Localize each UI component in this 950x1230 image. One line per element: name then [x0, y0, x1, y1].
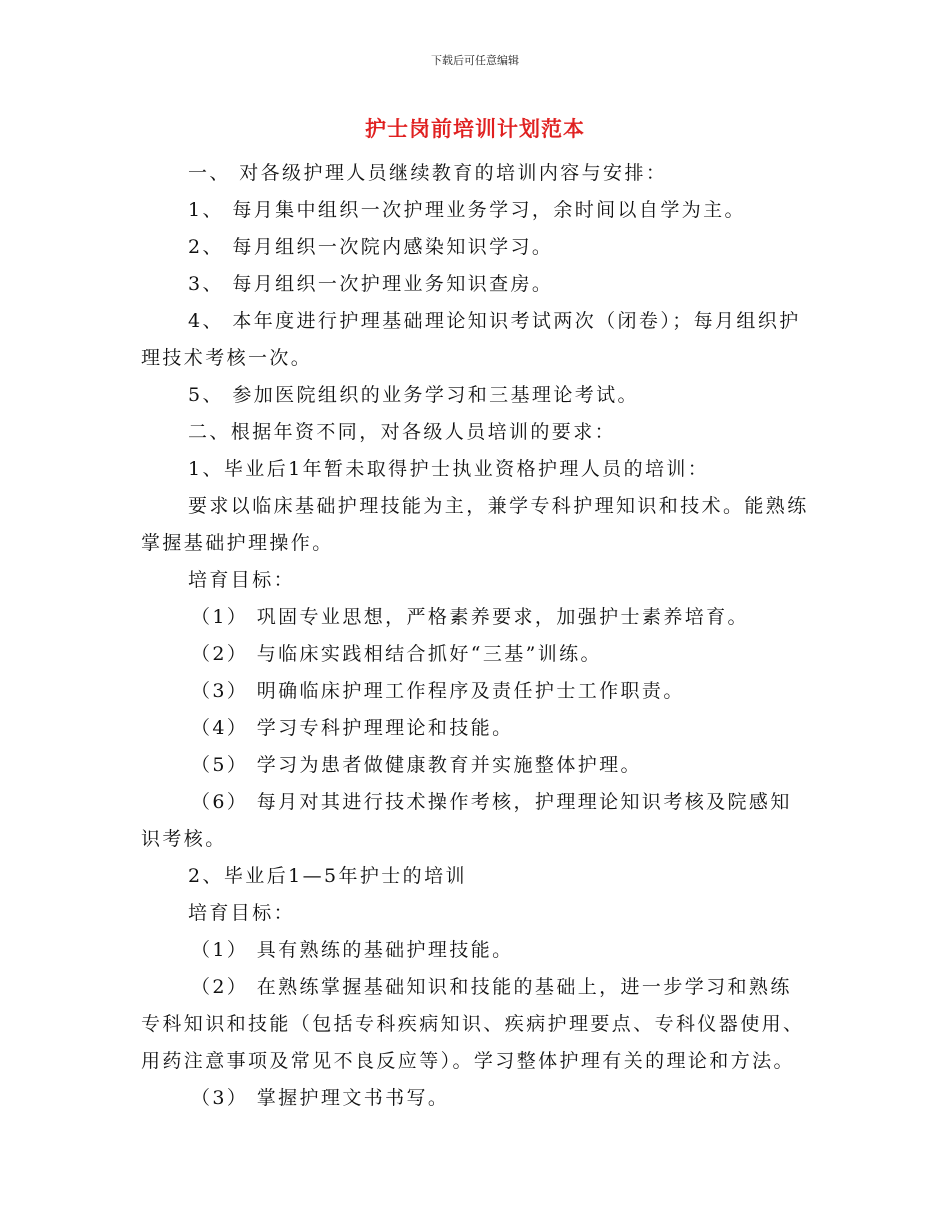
goal-item: （4） 学习专科护理理论和技能。 — [191, 717, 514, 739]
page-header-note: 下载后可任意编辑 — [431, 54, 519, 67]
section-heading-2: 二、根据年资不同，对各级人员培训的要求： — [188, 421, 617, 443]
list-item: 4、 本年度进行护理基础理论知识考试两次（闭卷）；每月组织护理技术考核一次。 — [141, 310, 801, 369]
goal-item: （2） 与临床实践相结合抓好“三基”训练。 — [191, 643, 602, 665]
section-heading-1: 一、 对各级护理人员继续教育的培训内容与安排： — [188, 162, 668, 184]
list-item: 3、 每月组织一次护理业务知识查房。 — [188, 273, 554, 295]
goal-label: 培育目标： — [188, 902, 296, 924]
subsection-heading: 2、毕业后1—5年护士的培训 — [188, 865, 467, 887]
goal-label: 培育目标： — [188, 569, 296, 591]
document-title: 护士岗前培训计划范本 — [365, 117, 585, 141]
goal-item: （1） 巩固专业思想，严格素养要求，加强护士素养培育。 — [191, 606, 749, 628]
goal-item: （3） 明确临床护理工作程序及责任护士工作职责。 — [191, 680, 685, 702]
goal-item: （1） 具有熟练的基础护理技能。 — [191, 939, 514, 961]
goal-item: （2） 在熟练掌握基础知识和技能的基础上，进一步学习和熟练专科知识和技能（包括专科疾病知识、疾病护理要点、专科仪器使用、用药注意事项及常见不良反应等）。学习整体护理有关的理论和方法。 — [141, 976, 805, 1072]
list-item: 2、 每月组织一次院内感染知识学习。 — [188, 236, 554, 258]
document-body — [141, 155, 811, 1117]
goal-item: （3） 掌握护理文书书写。 — [191, 1087, 450, 1109]
goal-item: （5） 学习为患者做健康教育并实施整体护理。 — [191, 754, 642, 776]
list-item: 1、 每月集中组织一次护理业务学习，余时间以自学为主。 — [188, 199, 746, 221]
list-item: 5、 参加医院组织的业务学习和三基理论考试。 — [188, 384, 639, 406]
goal-item: （6） 每月对其进行技术操作考核，护理理论知识考核及院感知识考核。 — [141, 791, 792, 850]
paragraph: 要求以临床基础护理技能为主，兼学专科护理知识和技术。能熟练掌握基础护理操作。 — [141, 495, 809, 554]
subsection-heading: 1、毕业后1年暂未取得护士执业资格护理人员的培训： — [188, 458, 710, 480]
